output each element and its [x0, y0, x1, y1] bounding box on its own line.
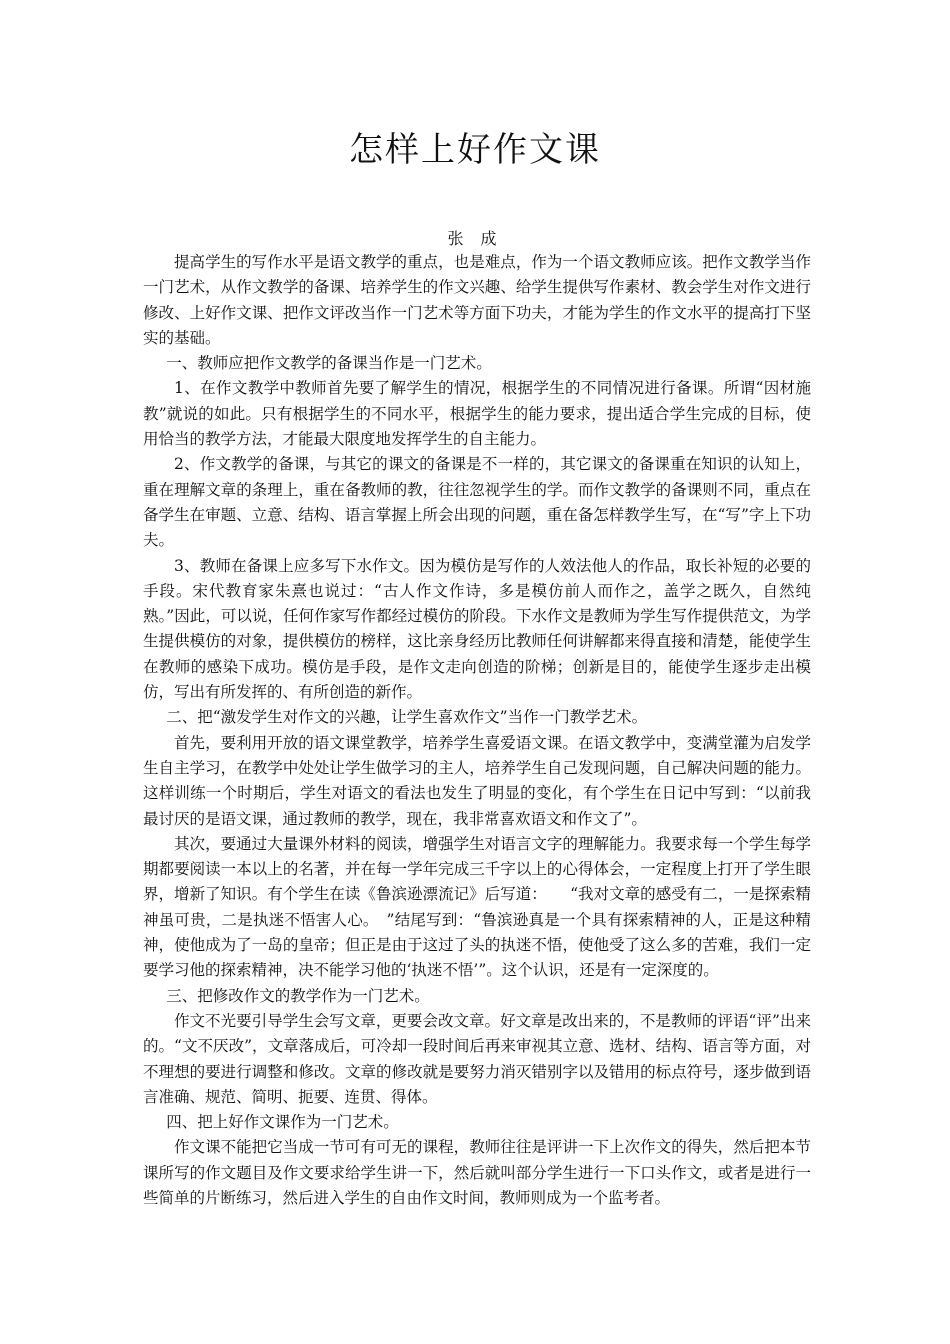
body-paragraph: 其次，要通过大量课外材料的阅读，增强学生对语言文字的理解能力。我要求每一个学生每学期都要阅读一本以上的名著，并在每一学年完成三千字以上的心得体会，一定程度上打开了学生眼界，增新了知识。有个学生在读《鲁滨逊漂流记》后写道： “我对文章的感受有二，一是探索精神虽可贵，二是执迷不悟害人心。 ”结尾写到：“鲁滨逊真是一个具有探索精神的人，正是这种精神，使他成为了一岛的皇帝；但正是由于这过了头的执迷不悟，使他受了这么多的苦难，我们一定要学习他的探索精神，决不能学习他的‘执迷不悟’”。这个认识，还是有一定深度的。 — [143, 834, 811, 980]
section-heading: 二、把“激发学生对作文的兴趣，让学生喜欢作文”当作一门教学艺术。 — [166, 708, 648, 727]
body-paragraph: 3、教师在备课上应多写下水作文。因为模仿是写作的人效法他人的作品，取长补短的必要的手段。宋代教育家朱熹也说过：“古人作文作诗，多是模仿前人而作之，盖学之既久，自然纯熟。”因此，可以说，任何作家写作都经过模仿的阶段。下水作文是教师为学生写作提供范文，为学生提供模仿的对象，提供模仿的榜样，这比亲身经历比教师任何讲解都来得直接和清楚，能使学生在教师的感染下成功。模仿是手段，是作文走向创造的阶梯；创新是目的，能使学生逐步走出模仿，写出有所发挥的、有所创造的新作。 — [143, 556, 811, 702]
body-paragraph: 作文不光要引导学生会写文章，更要会改文章。好文章是改出来的，不是教师的评语“评”出来的。“文不厌改”，文章落成后，可冷却一段时间后再来审视其立意、选材、结构、语言等方面，对不理想的要进行调整和修改。文章的修改就是要努力消灭错别字以及错用的标点符号，逐步做到语言准确、规范、简明、扼要、连贯、得体。 — [143, 1011, 811, 1106]
author-name: 张 成 — [447, 229, 503, 248]
document-title: 怎样上好作文课 — [349, 130, 601, 170]
document-body — [143, 250, 811, 1211]
body-paragraph: 2、作文教学的备课，与其它的课文的备课是不一样的，其它课文的备课重在知识的认知上，重在理解文章的条理上，重在备教师的教，往往忽视学生的学。而作文教学的备课则不同，重点在备学生在审题、立意、结构、语言掌握上所会出现的问题，重在备怎样教学生写，在“写”字上下功夫。 — [143, 455, 811, 550]
section-heading: 三、把修改作文的教学作为一门艺术。 — [166, 986, 430, 1005]
body-paragraph: 提高学生的写作水平是语文教学的重点，也是难点，作为一个语文教师应该。把作文教学当作一门艺术，从作文教学的备课、培养学生的作文兴趣、给学生提供写作素材、教会学生对作文进行修改、上好作文课、把作文评改当作一门艺术等方面下功夫，才能为学生的作文水平的提高打下坚实的基础。 — [143, 253, 811, 347]
body-paragraph: 1、在作文教学中教师首先要了解学生的情况，根据学生的不同情况进行备课。所谓“因材施教”就说的如此。只有根据学生的不同水平，根据学生的能力要求，提出适合学生完成的目标，使用恰当的教学方法，才能最大限度地发挥学生的自主能力。 — [143, 379, 811, 449]
section-heading: 一、教师应把作文教学的备课当作是一门艺术。 — [166, 354, 492, 373]
body-paragraph: 首先，要利用开放的语文课堂教学，培养学生喜爱语文课。在语文教学中，变满堂灌为启发学生自主学习，在教学中处处让学生做学习的主人，培养学生自己发现问题，自己解决问题的能力。这样训练一个时期后，学生对语文的看法也发生了明显的变化，有个学生在日记中写到：“以前我最讨厌的是语文课，通过教师的教学，现在，我非常喜欢语文和作文了”。 — [143, 733, 811, 828]
body-paragraph: 作文课不能把它当成一节可有可无的课程，教师往往是评讲一下上次作文的得失，然后把本节课所写的作文题目及作文要求给学生讲一下，然后就叫部分学生进行一下口头作文，或者是进行一些简单的片断练习，然后进入学生的自由作文时间，教师则成为一个监考者。 — [143, 1138, 811, 1207]
section-heading: 四、把上好作文课作为一门艺术。 — [166, 1113, 399, 1132]
